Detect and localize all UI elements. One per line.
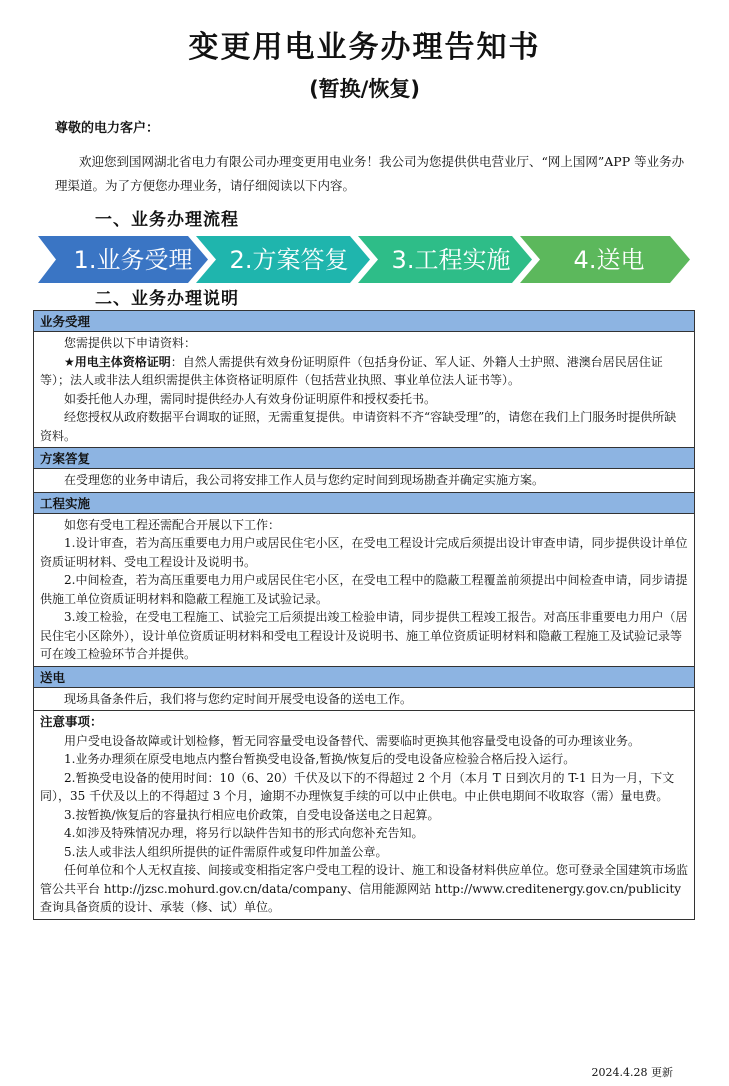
notes-line: 1.业务办理须在原受电地点内整台暂换受电设备,暂换/恢复后的受电设备应检验合格后投入运行。: [64, 752, 576, 766]
document-title: 变更用电业务办理告知书: [188, 30, 541, 65]
section-process-heading: 一、业务办理流程: [95, 210, 239, 230]
engineering-line: 3.竣工检验，在受电工程施工、试验完工后须提出竣工检验申请，同步提供工程竣工报告。对高压非重要电力用户（居民住宅小区除外），设计单位资质证明材料和受电工程设计及说明书、施工单位资质证明材料和隐蔽工程施工及试验记录等可在竣工检验环节合并提供。: [40, 610, 688, 661]
notes-line: 5.法人或非法人组织所提供的证件需原件或复印件加盖公章。: [64, 844, 388, 859]
section-instructions-heading: 二、业务办理说明: [95, 289, 239, 309]
flow-step-1-label: 1.业务受理: [73, 246, 193, 274]
process-flow: [38, 236, 690, 283]
notes-body: [34, 711, 694, 919]
subject-qualification-text: ：自然人需提供有效身份证明原件（包括身份证、军人证、外籍人士护照、港澳台居民居住证等）；法人或非法人组织需提供主体资格证明原件（包括营业执照、事业单位法人证书等）。: [40, 354, 663, 387]
update-date: 2024.4.28 更新: [591, 1066, 673, 1079]
document-subtitle: (暂换/恢复): [309, 77, 420, 101]
notes-line: 用户受电设备故障或计划检修，暂无同容量受电设备替代、需要临时更换其他容量受电设备的可办理该业务。: [64, 733, 641, 748]
notes-line: 任何单位和个人无权直接、间接或变相指定客户受电工程的设计、施工和设备材料供应单位。您可登录全国建筑市场监管公共平台 http://jzsc.mohurd.gov.cn/data/company、信用能源网站 http://www.creditenergy.gov.cn/publicity 查询具备资质的设计、承装（修、试）单位。: [40, 863, 689, 914]
plan-line: 在受理您的业务申请后，我公司将安排工作人员与您约定时间到现场勘查并确定实施方案。: [64, 473, 545, 487]
acceptance-line: 经您授权从政府数据平台调取的证照，无需重复提供。申请资料不齐“容缺受理”的，请您在我们上门服务时提供所缺资料。: [40, 410, 677, 443]
acceptance-line: 您需提供以下申请资料：: [64, 336, 197, 350]
subject-qualification-label: ★用电主体资格证明: [64, 354, 171, 369]
flow-step-2-label: 2.方案答复: [229, 246, 349, 274]
flow-step-3-label: 3.工程实施: [391, 246, 511, 274]
acceptance-line: [40, 353, 688, 390]
plan-body: [34, 469, 694, 493]
notes-line: 4.如涉及特殊情况办理，将另行以缺件告知书的形式向您补充告知。: [64, 826, 424, 840]
flow-step-4-label: 4.送电: [573, 246, 645, 274]
plan-header: 方案答复: [34, 448, 694, 469]
acceptance-header: 业务受理: [34, 311, 694, 332]
notes-line: 2.暂换受电设备的使用时间：10（6、20）千伏及以下的不得超过 2 个月（本月 T 日到次月的 T-1 日为一月，下文同），35 千伏及以上的不得超过 3 个月，逾期不办理恢复手续的可以中止供电。中止供电期间不收取容（需）量电费。: [40, 770, 675, 803]
engineering-line: 如您有受电工程还需配合开展以下工作：: [64, 517, 281, 532]
power-body: [34, 688, 694, 712]
acceptance-body: [34, 332, 694, 448]
notes-line: 3.按暂换/恢复后的容量执行相应电价政策，自受电设备送电之日起算。: [64, 807, 440, 822]
instructions-table: [33, 310, 695, 920]
acceptance-line: 如委托他人办理，需同时提供经办人有效身份证明原件和授权委托书。: [64, 391, 437, 406]
intro-paragraph: 欢迎您到国网湖北省电力有限公司办理变更用电业务！我公司为您提供供电营业厅、“网上国网”APP 等业务办理渠道。为了方便您办理业务，请仔细阅读以下内容。: [55, 154, 685, 193]
engineering-line: 2.中间检查，若为高压重要电力用户或居民住宅小区，在受电工程中的隐蔽工程覆盖前须提出中间检查申请，同步请提供施工单位资质证明材料和隐蔽工程施工及试验记录。: [40, 573, 688, 606]
greeting: 尊敬的电力客户：: [55, 121, 160, 136]
engineering-line: 1.设计审查，若为高压重要电力用户或居民住宅小区，在受电工程设计完成后须提出设计审查申请，同步提供设计单位资质证明材料、受电工程设计及说明书。: [40, 536, 688, 569]
engineering-body: [34, 514, 694, 667]
power-line: 现场具备条件后，我们将与您约定时间开展受电设备的送电工作。: [64, 691, 413, 706]
engineering-header: 工程实施: [34, 493, 694, 514]
power-header: 送电: [34, 667, 694, 688]
notes-header: 注意事项：: [40, 714, 103, 729]
